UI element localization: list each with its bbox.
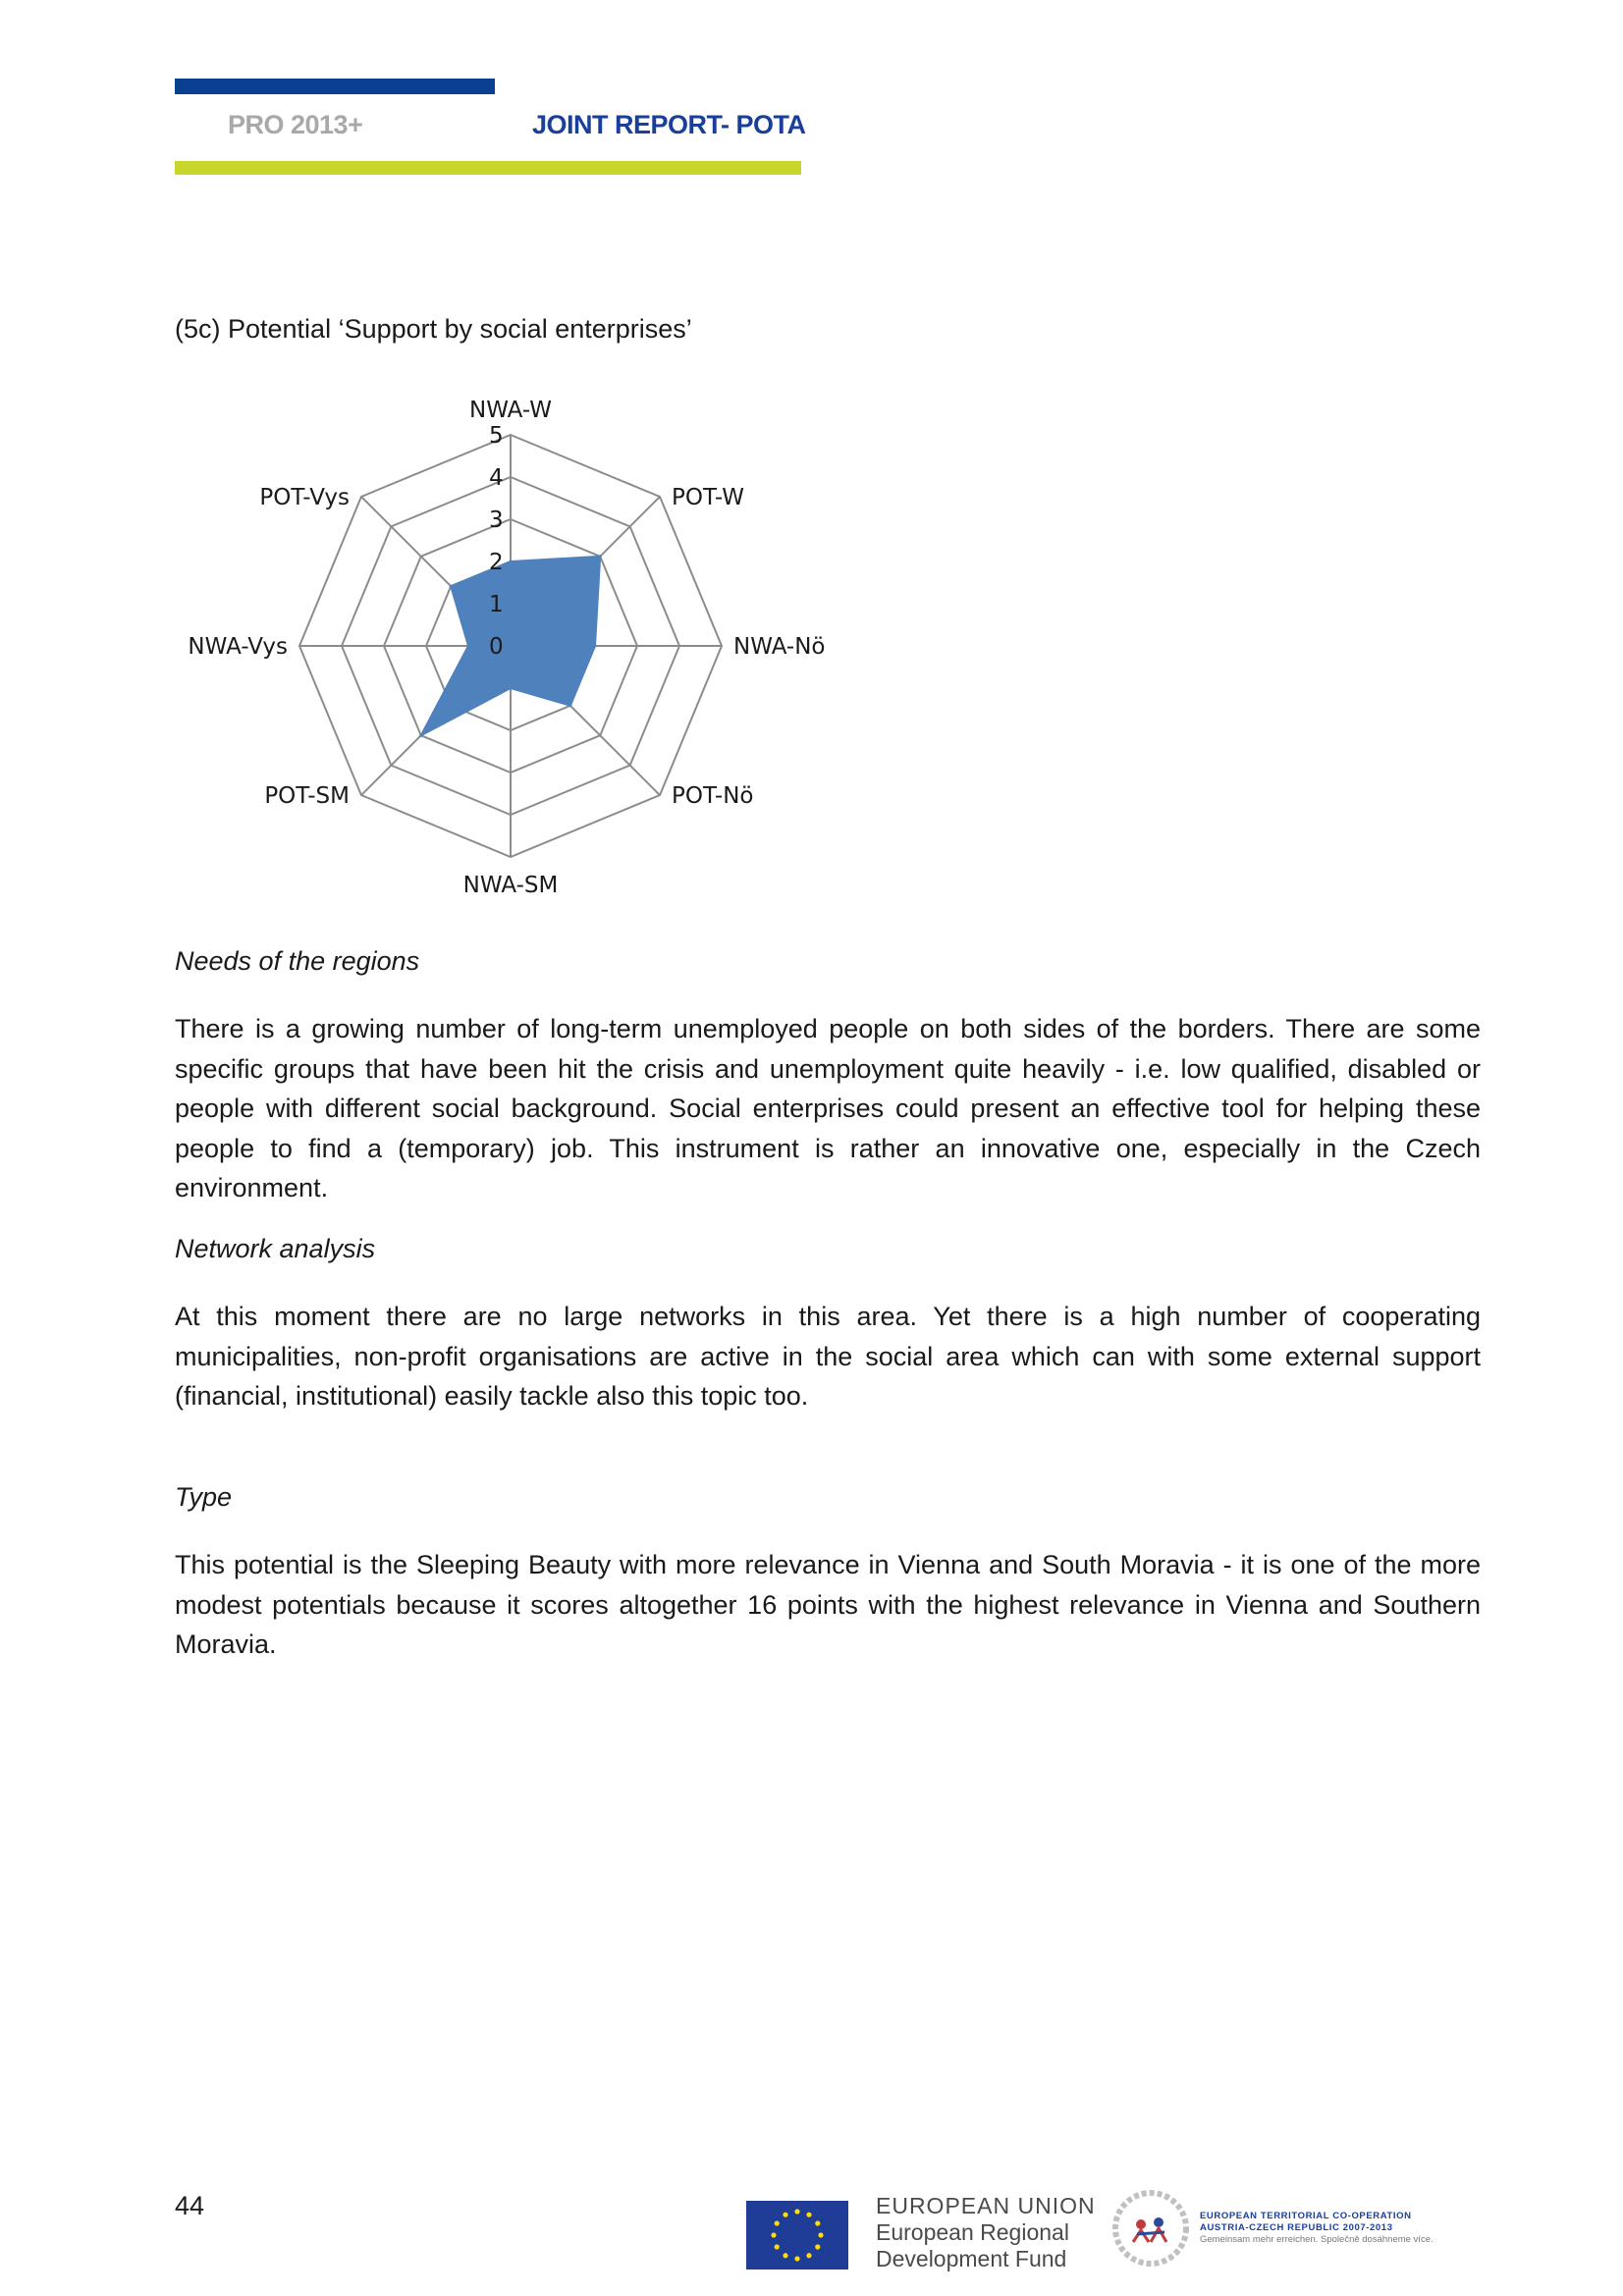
eu-star <box>815 2244 820 2249</box>
eu-star <box>794 2209 799 2214</box>
category-label: NWA-Nö <box>733 634 826 660</box>
eu-star <box>783 2253 787 2258</box>
eu-line-1: EUROPEAN UNION <box>876 2193 1096 2218</box>
tick-label: 2 <box>489 550 504 575</box>
eu-star <box>806 2213 811 2217</box>
header-green-bar <box>175 161 801 175</box>
eu-flag-logo <box>746 2201 848 2269</box>
eu-star <box>815 2220 820 2225</box>
eu-star <box>818 2232 823 2237</box>
chart-caption: (5c) Potential ‘Support by social enterprises’ <box>175 314 692 344</box>
etc-line-3: Gemeinsam mehr erreichen. Společně dosáhneme více. <box>1200 2234 1434 2245</box>
eu-star <box>771 2232 776 2237</box>
data-point <box>510 687 513 690</box>
eu-line-2: European Regional <box>876 2219 1069 2245</box>
category-label: NWA-W <box>468 398 553 423</box>
section-text-type: This potential is the Sleeping Beauty with more relevance in Vienna and South Moravia - it is one of the more modest potentials because it scores altogether 16 points with the highest relevance in Vienna and Southern Moravia. <box>175 1550 1481 1659</box>
eu-star <box>775 2220 780 2225</box>
eu-line-3: Development Fund <box>876 2246 1067 2271</box>
etc-line-1: EUROPEAN TERRITORIAL CO-OPERATION <box>1200 2211 1412 2221</box>
eu-star <box>783 2213 787 2217</box>
section-title-type: Type <box>175 1482 233 1512</box>
data-point <box>594 645 597 648</box>
data-point <box>568 704 571 707</box>
eu-stars-icon <box>746 2201 848 2269</box>
eu-star <box>775 2244 780 2249</box>
category-label: POT-SM <box>264 783 350 810</box>
section-title-needs: Needs of the regions <box>175 946 420 976</box>
data-point <box>467 645 470 648</box>
section-text-needs: There is a growing number of long-term unemployed people on both sides of the borders. There are some specific groups that have been hit the crisis and unemployment quite heavily - i.e. low qualified, disabled or people with different social background. Social enterprises could present an effective tool for helping these people to find a (temporary) job. This instrument is rather an innovative one, especially in the Czech environment. <box>175 1014 1481 1202</box>
radar-chart <box>167 373 874 923</box>
tick-label: 4 <box>489 465 504 491</box>
header-program-label: PRO 2013+ <box>228 110 363 139</box>
category-label: NWA-Vys <box>188 634 288 660</box>
etc-line-2: AUSTRIA-CZECH REPUBLIC 2007-2013 <box>1200 2222 1393 2233</box>
cooperation-logo-icon <box>1108 2185 1194 2271</box>
data-point <box>419 734 422 737</box>
category-label: NWA-SM <box>462 873 559 898</box>
eu-star <box>794 2256 799 2261</box>
section-text-network: At this moment there are no large networks in this area. Yet there is a high number of cooperating municipalities, non-profit organisations are active in the social area which can with some external support (financial, institutional) easily tackle also this topic too. <box>175 1302 1481 1411</box>
category-label: POT-Vys <box>259 484 350 510</box>
tick-label: 0 <box>489 634 504 660</box>
eu-fund-text <box>876 2193 1096 2272</box>
page-number: 44 <box>175 2191 205 2220</box>
category-label: POT-W <box>672 484 745 510</box>
category-label: POT-Nö <box>672 783 754 810</box>
section-title-network: Network analysis <box>175 1234 376 1263</box>
data-point <box>599 555 602 558</box>
tick-label: 3 <box>489 507 504 533</box>
tick-label: 5 <box>489 423 504 449</box>
etc-program-text <box>1200 2211 1434 2246</box>
eu-star <box>806 2253 811 2258</box>
data-point <box>510 561 513 563</box>
tick-label: 1 <box>489 592 504 617</box>
header-report-title: JOINT REPORT- POTA <box>532 110 806 139</box>
data-point <box>450 585 453 588</box>
header-blue-bar <box>175 79 495 94</box>
